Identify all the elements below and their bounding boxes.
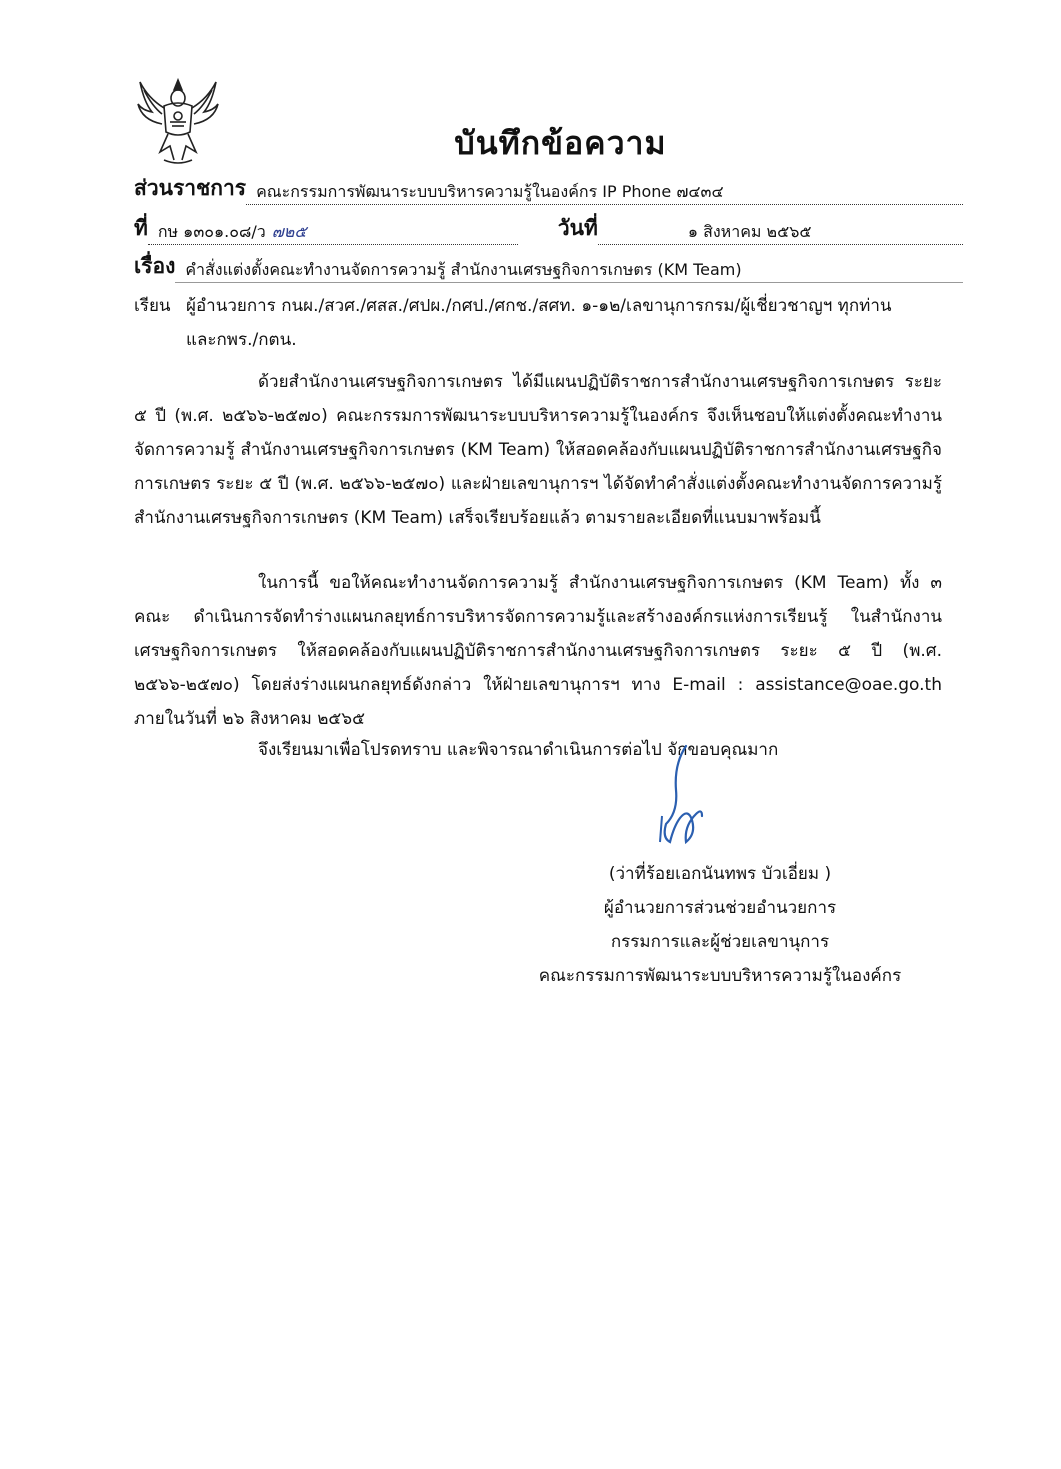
subject-row bbox=[134, 250, 963, 283]
signer-position-3: คณะกรรมการพัฒนาระบบบริหารความรู้ในองค์กร bbox=[538, 966, 902, 986]
paragraph-2: ในการนี้ ขอให้คณะทำงานจัดการความรู้ สำนักงานเศรษฐกิจการเกษตร (KM Team) ทั้ง ๓ คณะ ดำเนินการจัดทำร่างแผนกลยุทธ์การบริหารจัดการความรู้และสร้างองค์กรแห่งการเรียนรู้ ในสำนักงานเศรษฐกิจการเกษตร ให้สอดคล้องกับแผนปฏิบัติราชการสำนักงานเศรษฐกิจการเกษตร ระยะ ๕ ปี (พ.ศ. ๒๕๖๖-๒๕๗๐) โดยส่งร่างแผนกลยุทธ์ดังกล่าว ให้ฝ่ายเลขานุการฯ ทาง E-mail : assistance@oae.go.th ภายในวันที่ ๒๖ สิงหาคม ๒๕๖๕ bbox=[134, 573, 942, 729]
reference-handwritten-number: ๗๒๕ bbox=[271, 222, 307, 241]
department-row bbox=[134, 172, 963, 205]
reference-label: ที่ bbox=[134, 216, 148, 240]
paragraph-1: ด้วยสำนักงานเศรษฐกิจการเกษตร ได้มีแผนปฏิบัติราชการสำนักงานเศรษฐกิจการเกษตร ระยะ ๕ ปี (พ.ศ. ๒๕๖๖-๒๕๗๐) คณะกรรมการพัฒนาระบบบริหารความรู้ในองค์กร จึงเห็นชอบให้แต่งตั้งคณะทำงานจัดการความรู้ สำนักงานเศรษฐกิจการเกษตร (KM Team) ให้สอดคล้องกับแผนปฏิบัติราชการสำนักงานเศรษฐกิจการเกษตร ระยะ ๕ ปี (พ.ศ. ๒๕๖๖-๒๕๗๐) และฝ่ายเลขานุการฯ ได้จัดทำคำสั่งแต่งตั้งคณะทำงานจัดการความรู้ สำนักงานเศรษฐกิจการเกษตร (KM Team) เสร็จเรียบร้อยแล้ว ตามรายละเอียดที่แนบมาพร้อมนี้ bbox=[134, 372, 942, 528]
signer-name: (ว่าที่ร้อยเอกนันทพร บัวเอี่ยม ) bbox=[608, 864, 832, 884]
handwritten-signature bbox=[640, 742, 720, 852]
addressee-line-2: และกพร./กตน. bbox=[186, 330, 297, 350]
reference-value: กษ ๑๓๐๑.๐๘/ว bbox=[157, 222, 266, 241]
addressee-line-1: ผู้อำนวยการ กนผ./สวศ./ศสส./ศปผ./กศป./ศกช./สศท. ๑-๑๒/เลขานุการกรม/ผู้เชี่ยวชาญฯ ทุกท่าน bbox=[186, 296, 892, 316]
subject-label: เรื่อง bbox=[134, 254, 176, 278]
addressee-label: เรียน bbox=[134, 296, 171, 316]
closing-text: จึงเรียนมาเพื่อโปรดทราบ และพิจารณาดำเนินการต่อไป จักขอบคุณมาก bbox=[258, 740, 779, 760]
reference-value-field bbox=[148, 220, 518, 245]
date-value: ๑ สิงหาคม ๒๕๖๕ bbox=[598, 220, 963, 245]
signer-position-2: กรรมการและผู้ช่วยเลขานุการ bbox=[610, 932, 830, 952]
subject-value: คำสั่งแต่งตั้งคณะทำงานจัดการความรู้ สำนักงานเศรษฐกิจการเกษตร (KM Team) bbox=[175, 258, 963, 283]
department-label: ส่วนราชการ bbox=[134, 176, 247, 200]
department-value: คณะกรรมการพัฒนาระบบบริหารความรู้ในองค์กร IP Phone ๗๔๓๔ bbox=[246, 180, 963, 205]
date-label: วันที่ bbox=[557, 216, 598, 240]
signature-block bbox=[460, 857, 980, 993]
reference-row bbox=[134, 212, 963, 245]
signer-position-1: ผู้อำนวยการส่วนช่วยอำนวยการ bbox=[603, 898, 837, 918]
page-title: บันทึกข้อความ bbox=[454, 124, 667, 162]
